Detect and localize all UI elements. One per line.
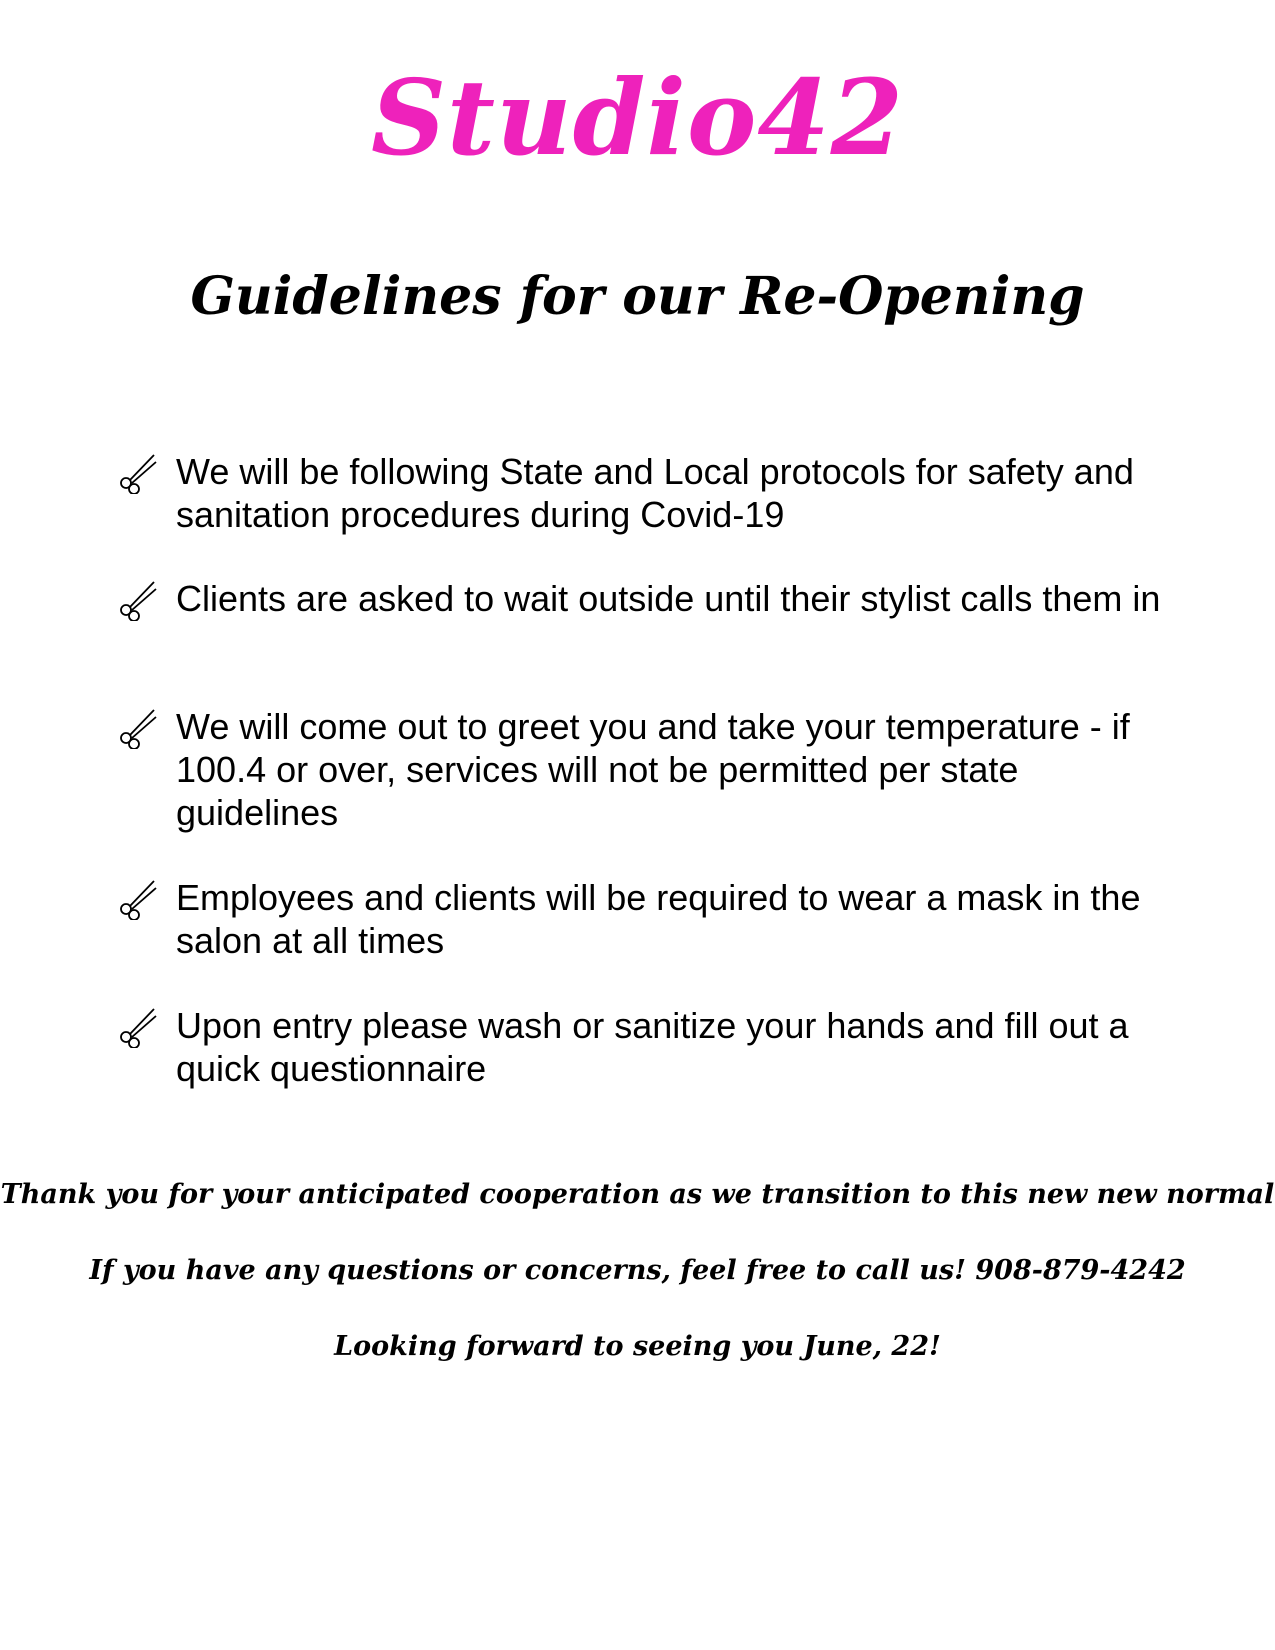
scissors-icon [118,878,160,920]
page-heading: Guidelines for our Re-Opening [190,266,1085,327]
scissors-icon [118,707,160,749]
guideline-text: Upon entry please wash or sanitize your hands and fill out a quick questionnaire [176,1005,1129,1089]
guideline-text: We will be following State and Local protocols for safety and sanitation procedures during Covid-19 [176,451,1134,535]
closing-contact: If you have any questions or concerns, feel free to call us! 908-879-4242 [89,1255,1186,1286]
guideline-text: Clients are asked to wait outside until their stylist calls them in [176,578,1161,619]
scissors-icon [118,452,160,494]
brand-logo-text: Studio42 [370,56,905,179]
scissors-icon [118,1006,160,1048]
guideline-text: Employees and clients will be required to wear a mask in the salon at all times [176,877,1141,961]
scissors-icon [118,579,160,621]
guideline-text: We will come out to greet you and take your temperature - if 100.4 or over, services will not be permitted per state guidelines [176,706,1130,833]
closing-thanks: Thank you for your anticipated cooperation as we transition to this new new normal [0,1179,1275,1210]
closing-reopen-date: Looking forward to seeing you June, 22! [334,1331,941,1362]
